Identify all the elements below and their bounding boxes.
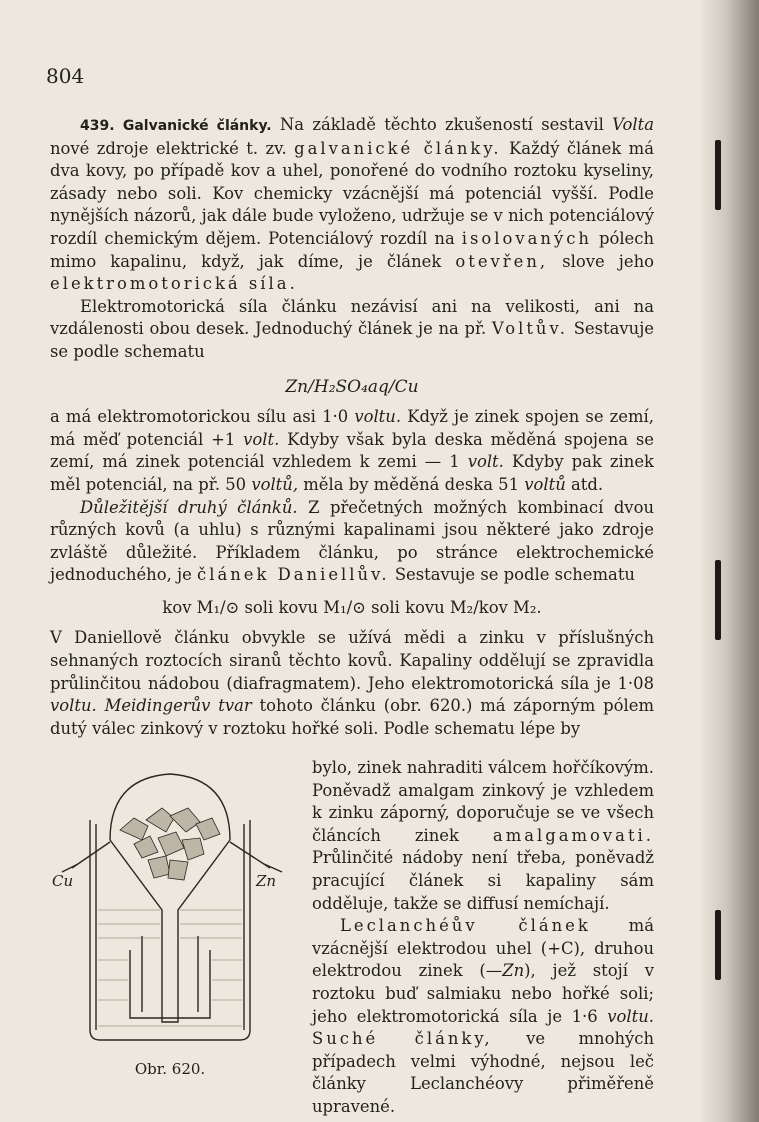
paragraph-439 (50, 114, 654, 296)
text-run: a má elektromotorickou sílu asi 1·0 (50, 407, 355, 427)
text-run: nové zdroje elektrické t. zv. (50, 138, 295, 158)
term-leclanche: Leclanchéův článek (340, 916, 591, 936)
unit: voltu. (354, 407, 402, 427)
edge-mark (715, 560, 721, 640)
term-daniell: článek Daniellův. (197, 565, 390, 585)
term-meidinger: Meidingerův tvar (104, 696, 252, 716)
term-emf: elektromotorická síla. (50, 274, 298, 294)
text-run: Kdyby však byla deska měděná spojena se zemí, má zinek potenciál vzhledem k zemi — 1 (50, 429, 654, 472)
text-run: bylo, zinek nahraditi válcem hořčíkovým. Poněvadž amalgam zinkový je vzhledem k zinku záporný, doporučuje se ve všech článcích zinek (312, 758, 654, 845)
term-volta-cell: Voltův. (491, 319, 569, 339)
text-run: měla by měděná deska 51 (298, 474, 525, 494)
section-number: 439. (80, 118, 115, 134)
term-dry-cells: Suché články, (312, 1029, 493, 1049)
edge-mark (715, 910, 721, 980)
main-text (50, 114, 654, 740)
section-title: Galvanické články. (122, 118, 272, 134)
figure-620 (50, 760, 290, 1100)
text-run: pólech mimo kapalinu, když, jak díme, je článek (50, 228, 654, 271)
unit: voltu. (607, 1006, 654, 1026)
text-run: Z přečetných možných kombinací dvou různých kovů (a uhlu) s různými kapalinami jsou některé jako zdroje zvláště důležité. Příkladem článku, po stránce elektrochemické jednoduchého, je (50, 497, 654, 585)
text-run: Elektromotorická síla článku nezávisí ani na velikosti, ani na vzdálenosti obou desek. Jednoduchý článek je na př. (50, 296, 654, 339)
text-run: tohoto článku (obr. 620.) má záporným pólem dutý válec zinkový v roztoku hořké soli. Podle schematu lépe by (50, 696, 654, 738)
subheading-italic: Důležitější druhý článků. (80, 497, 298, 517)
text-run: Sestavuje se podle schematu (50, 319, 654, 361)
text-run: má vzácnější elektrodou uhel (+C), druhou elektrodou zinek (— (312, 916, 654, 981)
text-run: slove jeho (548, 251, 655, 271)
text-run: ve mnohých případech velmi výhodné, nejsou leč články Leclanchéovy přiměřeně upravené. (312, 1029, 654, 1116)
term-amalgamate: amalgamovati. (492, 825, 654, 845)
text-run: Průlinčité nádoby není třeba, poněvadž pracující článek si kapaliny sám odděluje, takže se diffusí nemíchají. (312, 848, 654, 913)
unit: voltů (524, 474, 566, 494)
paragraph (50, 406, 654, 496)
paragraph (50, 627, 654, 740)
text-run: Když je zinek spojen se zemí, má měď potenciál +1 (50, 407, 655, 449)
symbol-zn: Zn (502, 961, 525, 981)
text-run: Sestavuje se podle schematu (389, 565, 635, 585)
paragraph (50, 497, 654, 587)
paragraph (312, 915, 654, 1118)
unit: volt. (243, 429, 280, 449)
text-run: ), jež stojí v roztoku buď salmiaku nebo hořké soli; jeho elektromotorická síla je 1·6 (312, 961, 654, 1026)
text-run (97, 696, 105, 715)
page-edge-shadow (699, 0, 759, 1122)
label-cu: Cu (52, 872, 74, 890)
paragraph (312, 757, 654, 915)
text-run: Na základě těchto zkušeností sestavil (271, 115, 613, 134)
unit: voltu. (50, 696, 97, 716)
side-text (312, 757, 654, 1119)
name-volta: Volta (612, 115, 654, 134)
cell-illustration (50, 760, 290, 1060)
page-number: 804 (46, 64, 85, 88)
label-zn: Zn (256, 872, 277, 890)
text-run: Každý článek má dva kovy, po případě kov a uhel, ponořené do vodního roztoku kyseliny, zásady nebo soli. Kov chemicky vzácnější má potenciál vyšší. Podle nynějších názorů, jak dále bude vyloženo, udržuje se v nich potenciálový rozdíl chemickým dějem. Potenciálový rozdíl na (50, 138, 654, 248)
unit: volt. (467, 452, 504, 472)
text-run: atd. (565, 474, 604, 494)
edge-mark (715, 140, 721, 210)
unit: voltů, (251, 474, 299, 494)
text-run: Kdyby pak zinek měl potenciál, na př. 50 (50, 452, 654, 494)
term-isolated: isolovaných (461, 228, 592, 248)
paragraph (50, 296, 654, 364)
term-open: otevřen, (455, 251, 549, 271)
text-run: V Daniellově článku obvykle se užívá mědi a zinku v příslušných sehnaných roztocích siranů těchto kovů. Kapaliny oddělují se zpravidla průlinčitou nádobou (diafragmatem). Jeho elektromotorická síla je 1·08 (50, 628, 654, 693)
formula-volta: Zn/H₂SO₄aq/Cu (285, 376, 419, 397)
figure-caption: Obr. 620. (134, 1060, 206, 1078)
term-galvanic-cells: galvanické články. (294, 138, 502, 158)
formula-daniell: kov M₁/⊙ soli kovu M₁/⊙ soli kovu M₂/kov M₂. (162, 597, 542, 617)
